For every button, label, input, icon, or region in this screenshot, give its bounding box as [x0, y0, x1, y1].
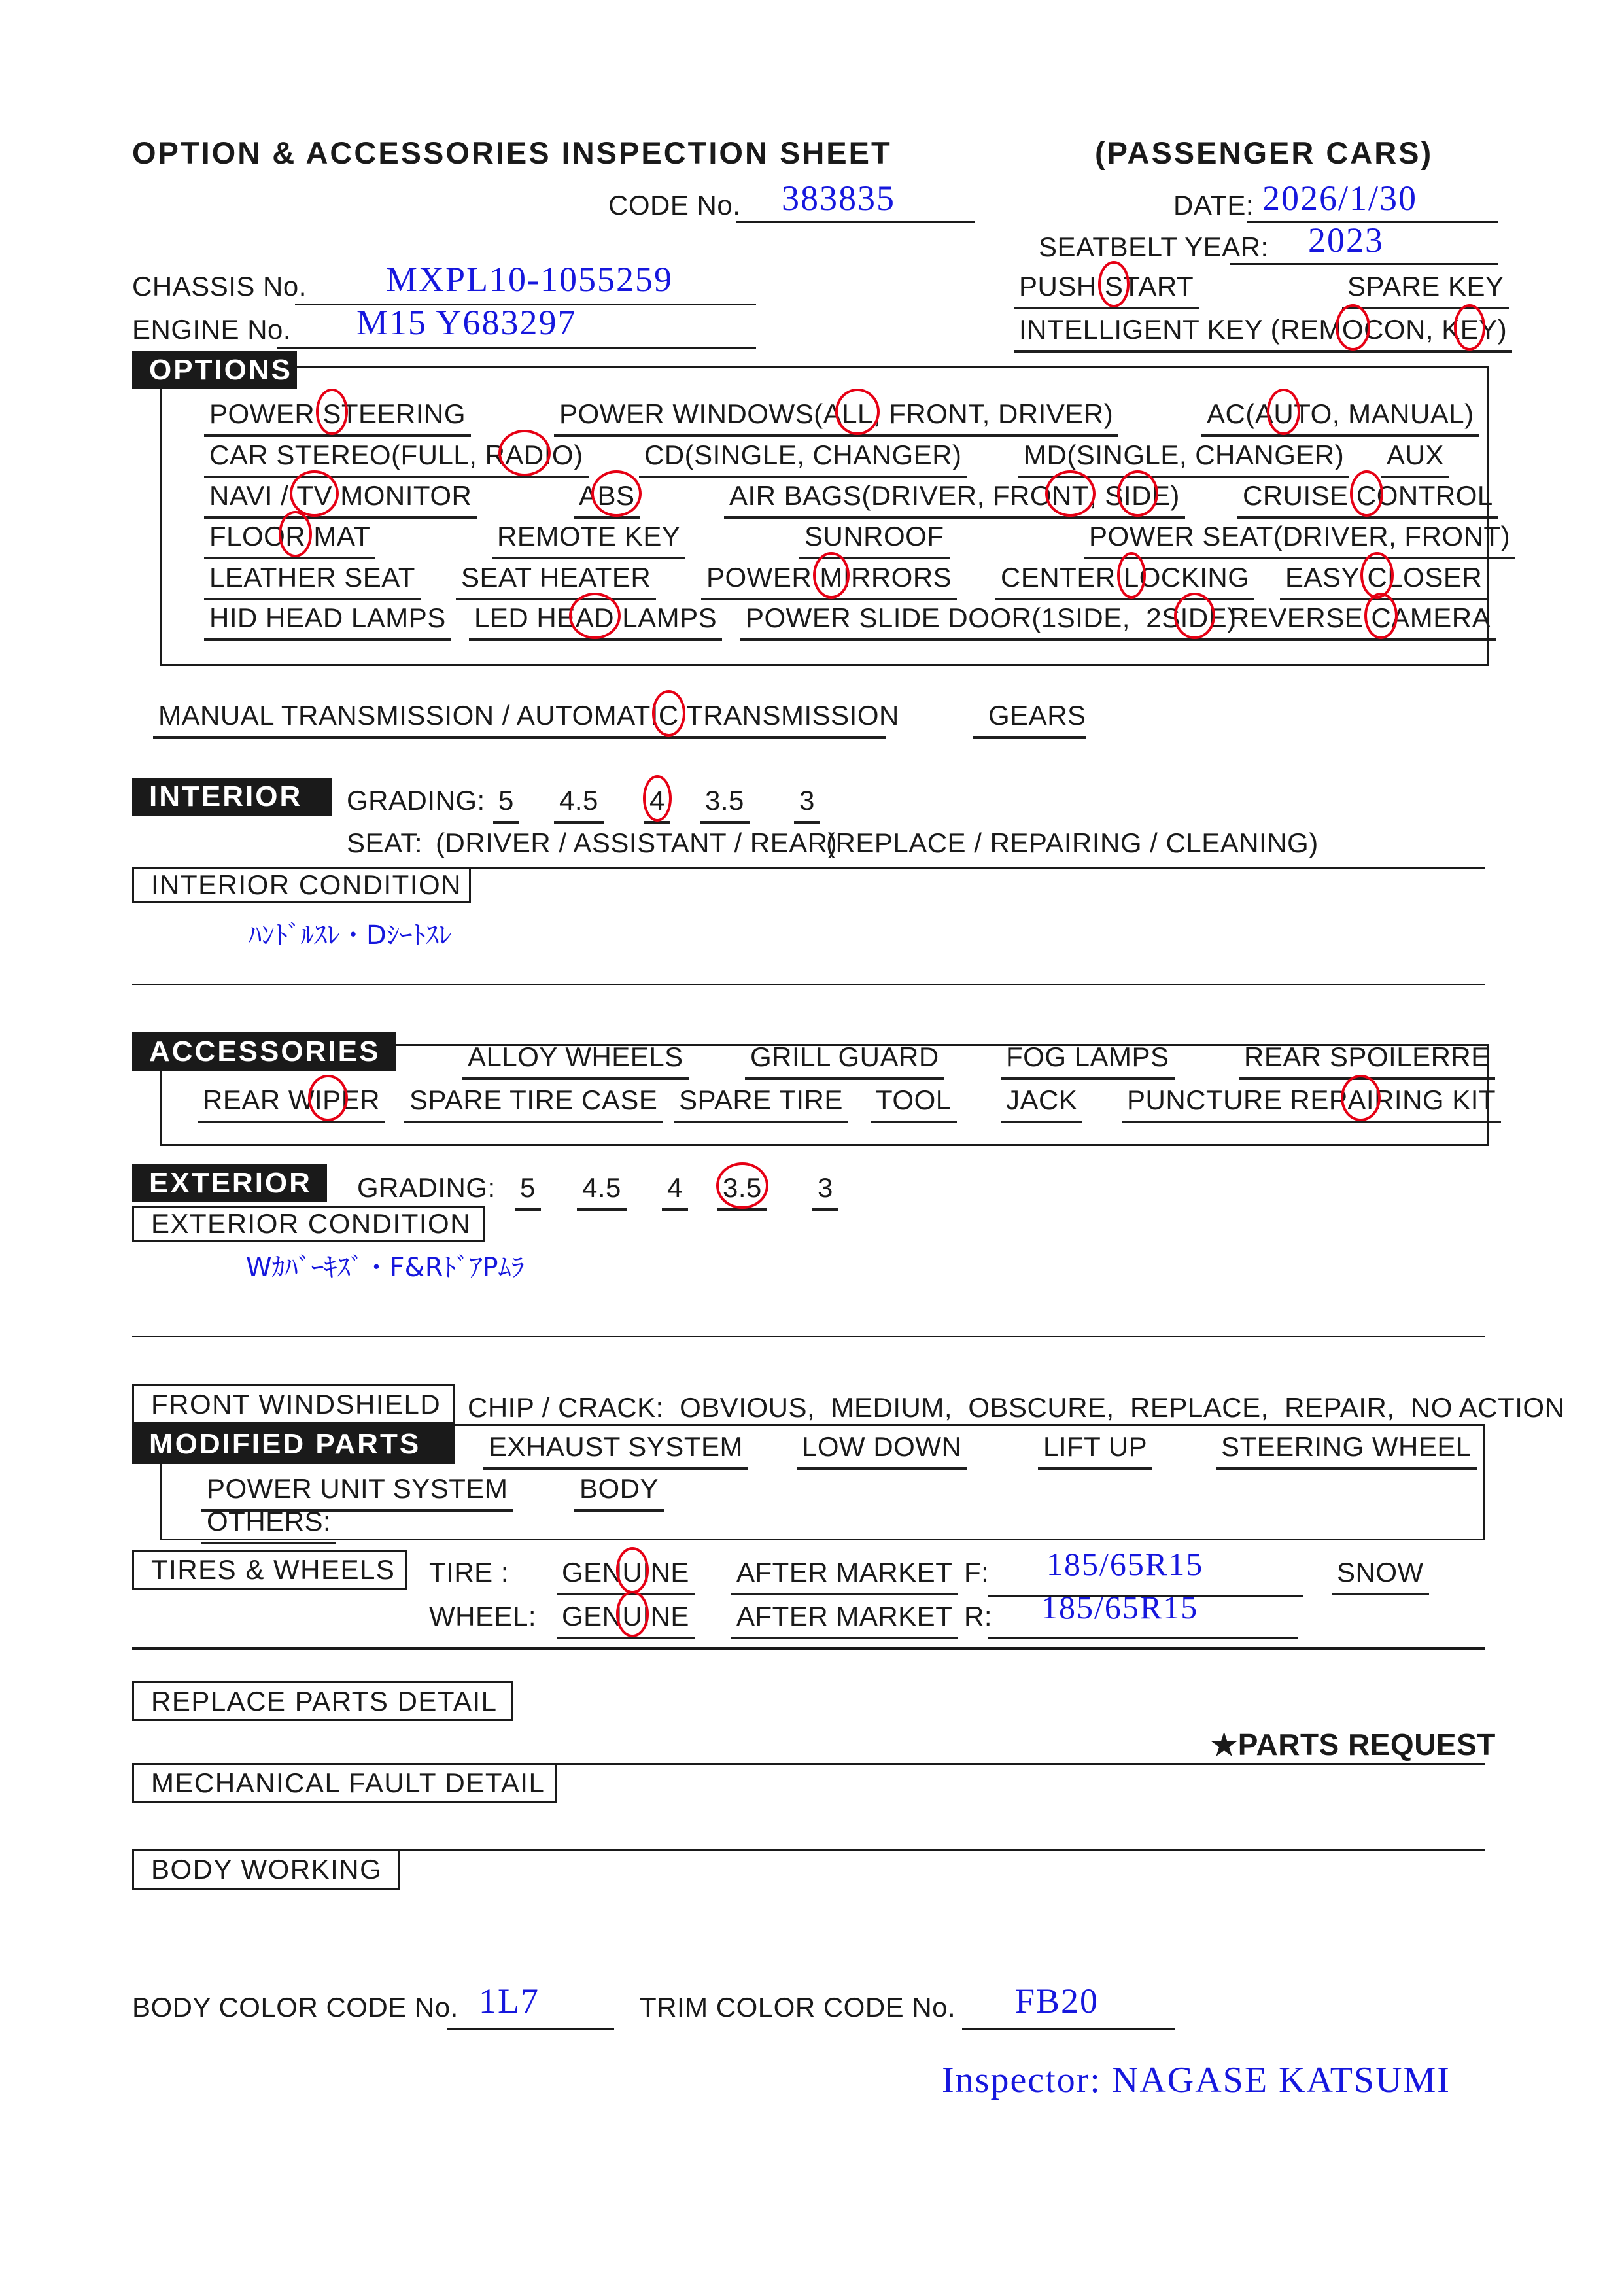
accessory-grill-guard: GRILL GUARD [745, 1041, 944, 1080]
transmission-text: MANUAL TRANSMISSION / AUTOMATI [158, 700, 659, 731]
engine-no-blank-line [277, 347, 756, 349]
tire-front-label: F: [964, 1557, 990, 1588]
red-circle-mark: ID [1180, 602, 1209, 633]
seatbelt-year-value: 2023 [1308, 220, 1384, 260]
exterior-grade-4-5: 4.5 [577, 1172, 627, 1211]
red-circle-mark: TV [296, 480, 333, 511]
parts-request-note: ★PARTS REQUEST [1211, 1728, 1496, 1762]
option-text: POWER [706, 562, 820, 593]
engine-no-value: M15 Y683297 [356, 303, 577, 342]
section-divider-rule [132, 1647, 1485, 1650]
option-text: OCKING [1139, 562, 1250, 593]
interior-condition-note: ﾊﾝﾄﾞﾙｽﾚ・Dｼｰﾄｽﾚ [249, 920, 452, 950]
red-circle-mark: R [285, 521, 306, 551]
option-text: REVERSE [1230, 602, 1372, 633]
modified-others: OTHERS: [201, 1506, 336, 1544]
option-text: TEERING [341, 398, 466, 429]
intelligent-key-text: INTELLIGENT KEY (REM [1019, 314, 1342, 345]
exterior-grade-3-5-selected [717, 1172, 767, 1211]
options-box-border [160, 366, 1489, 666]
push-start-field [1014, 271, 1199, 309]
interior-grade-4-5: 4.5 [554, 785, 604, 824]
accessory-spare-tire: SPARE TIRE [674, 1085, 848, 1123]
seatbelt-year-label: SEATBELT YEAR: [1039, 232, 1269, 262]
modified-low-down: LOW DOWN [797, 1431, 967, 1470]
tire-front-size-value: 185/65R15 [1046, 1546, 1204, 1582]
accessories-section-label: ACCESSORIES [132, 1032, 396, 1071]
option-remote-key: REMOTE KEY [492, 521, 685, 559]
trim-color-code-value: FB20 [1015, 1981, 1099, 2021]
code-no-value: 383835 [782, 179, 895, 218]
red-circle-mark: 4 [649, 785, 665, 816]
accessory-text: RING KIT [1374, 1085, 1496, 1115]
exterior-grade-4: 4 [662, 1172, 688, 1211]
red-circle-mark: U [622, 1601, 643, 1631]
accessory-text: PUNCTURE REP [1127, 1085, 1348, 1115]
option-text: FLOO [209, 521, 286, 551]
code-no-label: CODE No. [608, 190, 741, 220]
option-text: , S [1089, 480, 1124, 511]
wheel-text: INE [642, 1601, 689, 1631]
red-circle-mark: AI [1347, 1085, 1375, 1115]
option-leather-seat: LEATHER SEAT [204, 562, 421, 600]
tire-text: GEN [562, 1557, 623, 1588]
red-circle-mark: AD [575, 602, 615, 633]
option-text: LED HE [474, 602, 576, 633]
chassis-no-value: MXPL10-1055259 [386, 260, 674, 299]
red-circle-mark: U [1273, 398, 1294, 429]
wheel-text: GEN [562, 1601, 623, 1631]
push-start-text-tail: TART [1123, 271, 1194, 302]
interior-grading-label: GRADING: [347, 785, 485, 816]
option-power-seat: POWER SEAT(DRIVER, FRONT) [1084, 521, 1515, 559]
seat-action-options: (REPLACE / REPAIRING / CLEANING) [826, 827, 1319, 858]
accessory-text: ER [341, 1085, 381, 1115]
option-text: ONTROL [1376, 480, 1493, 511]
gears-field: GEARS [973, 700, 1086, 739]
seat-label: SEAT: [347, 827, 423, 858]
trim-color-code-label: TRIM COLOR CODE No. [640, 1992, 956, 2023]
interior-grade-3-5: 3.5 [700, 785, 750, 824]
tire-text: INE [642, 1557, 689, 1588]
tires-wheels-label: TIRES & WHEELS [132, 1550, 407, 1590]
tire-label: TIRE : [429, 1557, 509, 1588]
intelligent-key-text-tail: Y) [1479, 314, 1508, 345]
option-text: CRUISE [1243, 480, 1356, 511]
red-circle-mark: IP [315, 1085, 341, 1115]
date-label: DATE: [1173, 190, 1254, 220]
accessory-jack: JACK [1001, 1085, 1082, 1123]
red-circle-mark: NT [1052, 480, 1090, 511]
modified-parts-bottom-line [160, 1539, 1485, 1540]
wheel-after-market: AFTER MARKET [731, 1601, 958, 1639]
tire-after-market: AFTER MARKET [731, 1557, 958, 1595]
interior-section-label: INTERIOR [132, 778, 332, 816]
mechanical-fault-detail-label: MECHANICAL FAULT DETAIL [132, 1763, 557, 1803]
modified-parts-left-border [160, 1464, 162, 1540]
wheel-rear-blank-line [988, 1637, 1298, 1639]
option-text: LAMPS [614, 602, 717, 633]
option-text: IO) [544, 440, 583, 470]
option-text: E) [1151, 480, 1180, 511]
red-circle-mark: U [622, 1557, 643, 1588]
modified-body: BODY [574, 1473, 664, 1512]
exterior-grade-3: 3 [812, 1172, 838, 1211]
spare-key-field: SPARE KEY [1342, 271, 1509, 309]
option-text: E) [1208, 602, 1237, 633]
code-no-blank-line [736, 221, 975, 223]
replace-parts-detail-label: REPLACE PARTS DETAIL [132, 1681, 513, 1721]
page-title: OPTION & ACCESSORIES INSPECTION SHEET [132, 135, 892, 170]
modified-parts-section-label: MODIFIED PARTS [132, 1424, 455, 1464]
inspector-signature: Inspector: NAGASE KATSUMI [942, 2060, 1451, 2100]
exterior-section-label: EXTERIOR [132, 1164, 327, 1202]
accessory-spare-tire-case: SPARE TIRE CASE [404, 1085, 663, 1123]
exterior-grading-label: GRADING: [357, 1172, 496, 1203]
exterior-condition-label: EXTERIOR CONDITION [132, 1206, 485, 1242]
modified-exhaust-system: EXHAUST SYSTEM [483, 1431, 748, 1470]
interior-grade-4-selected [644, 785, 670, 824]
accessory-text: REAR W [203, 1085, 315, 1115]
chassis-no-label: CHASSIS No. [132, 271, 307, 302]
option-text: IRRORS [842, 562, 952, 593]
red-circle-mark: BS [597, 480, 635, 511]
body-color-code-value: 1L7 [479, 1981, 540, 2021]
section-divider-line [132, 1336, 1485, 1337]
body-color-code-label: BODY COLOR CODE No. [132, 1992, 458, 2023]
options-section-label: OPTIONS [132, 351, 297, 389]
accessory-fog-lamps: FOG LAMPS [1001, 1041, 1175, 1080]
option-text: POWER SLIDE DOOR(1SIDE, 2S [746, 602, 1181, 633]
option-seat-heater: SEAT HEATER [456, 562, 656, 600]
wheel-label: WHEEL: [429, 1601, 537, 1631]
red-circle-mark: M [820, 562, 843, 593]
option-cd: CD(SINGLE, CHANGER) [639, 440, 967, 478]
interior-grade-5: 5 [493, 785, 519, 824]
intelligent-key-field [1014, 314, 1512, 353]
modified-power-unit-system: POWER UNIT SYSTEM [201, 1473, 513, 1512]
wheel-genuine-field [557, 1601, 695, 1639]
option-text: POWER WINDOWS(A [559, 398, 842, 429]
option-text: , FRONT, DRIVER) [872, 398, 1114, 429]
red-circle-mark: C [1356, 480, 1377, 511]
trim-color-blank-line [962, 2028, 1175, 2030]
accessory-alloy-wheels: ALLOY WHEELS [462, 1041, 689, 1080]
option-text: AMERA [1391, 602, 1491, 633]
option-text: MONITOR [332, 480, 472, 511]
option-md: MD(SINGLE, CHANGER) [1018, 440, 1349, 478]
option-text: CAR STEREO(FULL, R [209, 440, 506, 470]
seat-position-options: (DRIVER / ASSISTANT / REAR) [436, 827, 838, 858]
option-text: EASY [1285, 562, 1368, 593]
red-circle-mark: ID [1123, 480, 1152, 511]
option-text: POWER [209, 398, 323, 429]
tire-genuine-field [557, 1557, 695, 1595]
wheel-rear-size-value: 185/65R15 [1041, 1589, 1199, 1626]
accessory-tool: TOOL [871, 1085, 957, 1123]
option-text: AIR BAGS(DRIVER, FRO [729, 480, 1052, 511]
option-text: CENTER [1001, 562, 1124, 593]
red-circle-mark: AD [505, 440, 544, 470]
date-value: 2026/1/30 [1262, 179, 1418, 218]
option-text: A [579, 480, 598, 511]
push-start-text: PUSH [1019, 271, 1105, 302]
option-text: LOSER [1387, 562, 1483, 593]
red-circle-mark: C [658, 700, 679, 731]
modified-steering-wheel: STEERING WHEEL [1216, 1431, 1477, 1470]
page-subtitle: (PASSENGER CARS) [1095, 135, 1434, 170]
red-circle-mark: 3.5 [723, 1172, 762, 1203]
option-aux: AUX [1381, 440, 1449, 478]
option-text: MAT [305, 521, 371, 551]
modified-lift-up: LIFT UP [1038, 1431, 1152, 1470]
option-text: NAVI / [209, 480, 297, 511]
body-color-blank-line [447, 2028, 614, 2030]
interior-grade-3: 3 [794, 785, 820, 824]
chip-crack-options: CHIP / CRACK: OBVIOUS, MEDIUM, OBSCURE, REPLACE, REPAIR, NO ACTION [468, 1392, 1565, 1423]
red-circle-mark: S [1104, 271, 1124, 302]
red-circle-mark: O [1341, 314, 1364, 345]
option-text: AC(A [1207, 398, 1274, 429]
front-windshield-label: FRONT WINDSHIELD [132, 1384, 455, 1424]
red-circle-mark: L [1123, 562, 1139, 593]
red-circle-mark: LL [842, 398, 873, 429]
red-circle-mark: S [322, 398, 341, 429]
option-sunroof: SUNROOF [799, 521, 950, 559]
wheel-rear-label: R: [964, 1601, 992, 1631]
engine-no-label: ENGINE No. [132, 314, 292, 345]
red-circle-mark: C [1367, 562, 1388, 593]
transmission-field [153, 700, 899, 739]
seatbelt-year-blank-line [1230, 263, 1498, 265]
body-working-label: BODY WORKING [132, 1849, 400, 1890]
tire-snow: SNOW [1332, 1557, 1429, 1595]
accessory-rear-spoiler: REAR SPOILERRE [1239, 1041, 1495, 1080]
transmission-text: TRANSMISSION [678, 700, 899, 731]
modified-parts-right-border [1483, 1424, 1485, 1540]
interior-condition-label: INTERIOR CONDITION [132, 867, 471, 903]
red-circle-mark: C [1371, 602, 1392, 633]
section-divider-line [132, 984, 1485, 985]
red-circle-mark: E [1460, 314, 1479, 345]
option-hid-head-lamps: HID HEAD LAMPS [204, 602, 451, 641]
exterior-grade-5: 5 [515, 1172, 541, 1211]
intelligent-key-text-mid: CON, K [1364, 314, 1460, 345]
exterior-condition-note: Wｶﾊﾞｰｷｽﾞ・F&RﾄﾞｱPﾑﾗ [246, 1253, 525, 1283]
option-text: TO, MANUAL) [1294, 398, 1474, 429]
